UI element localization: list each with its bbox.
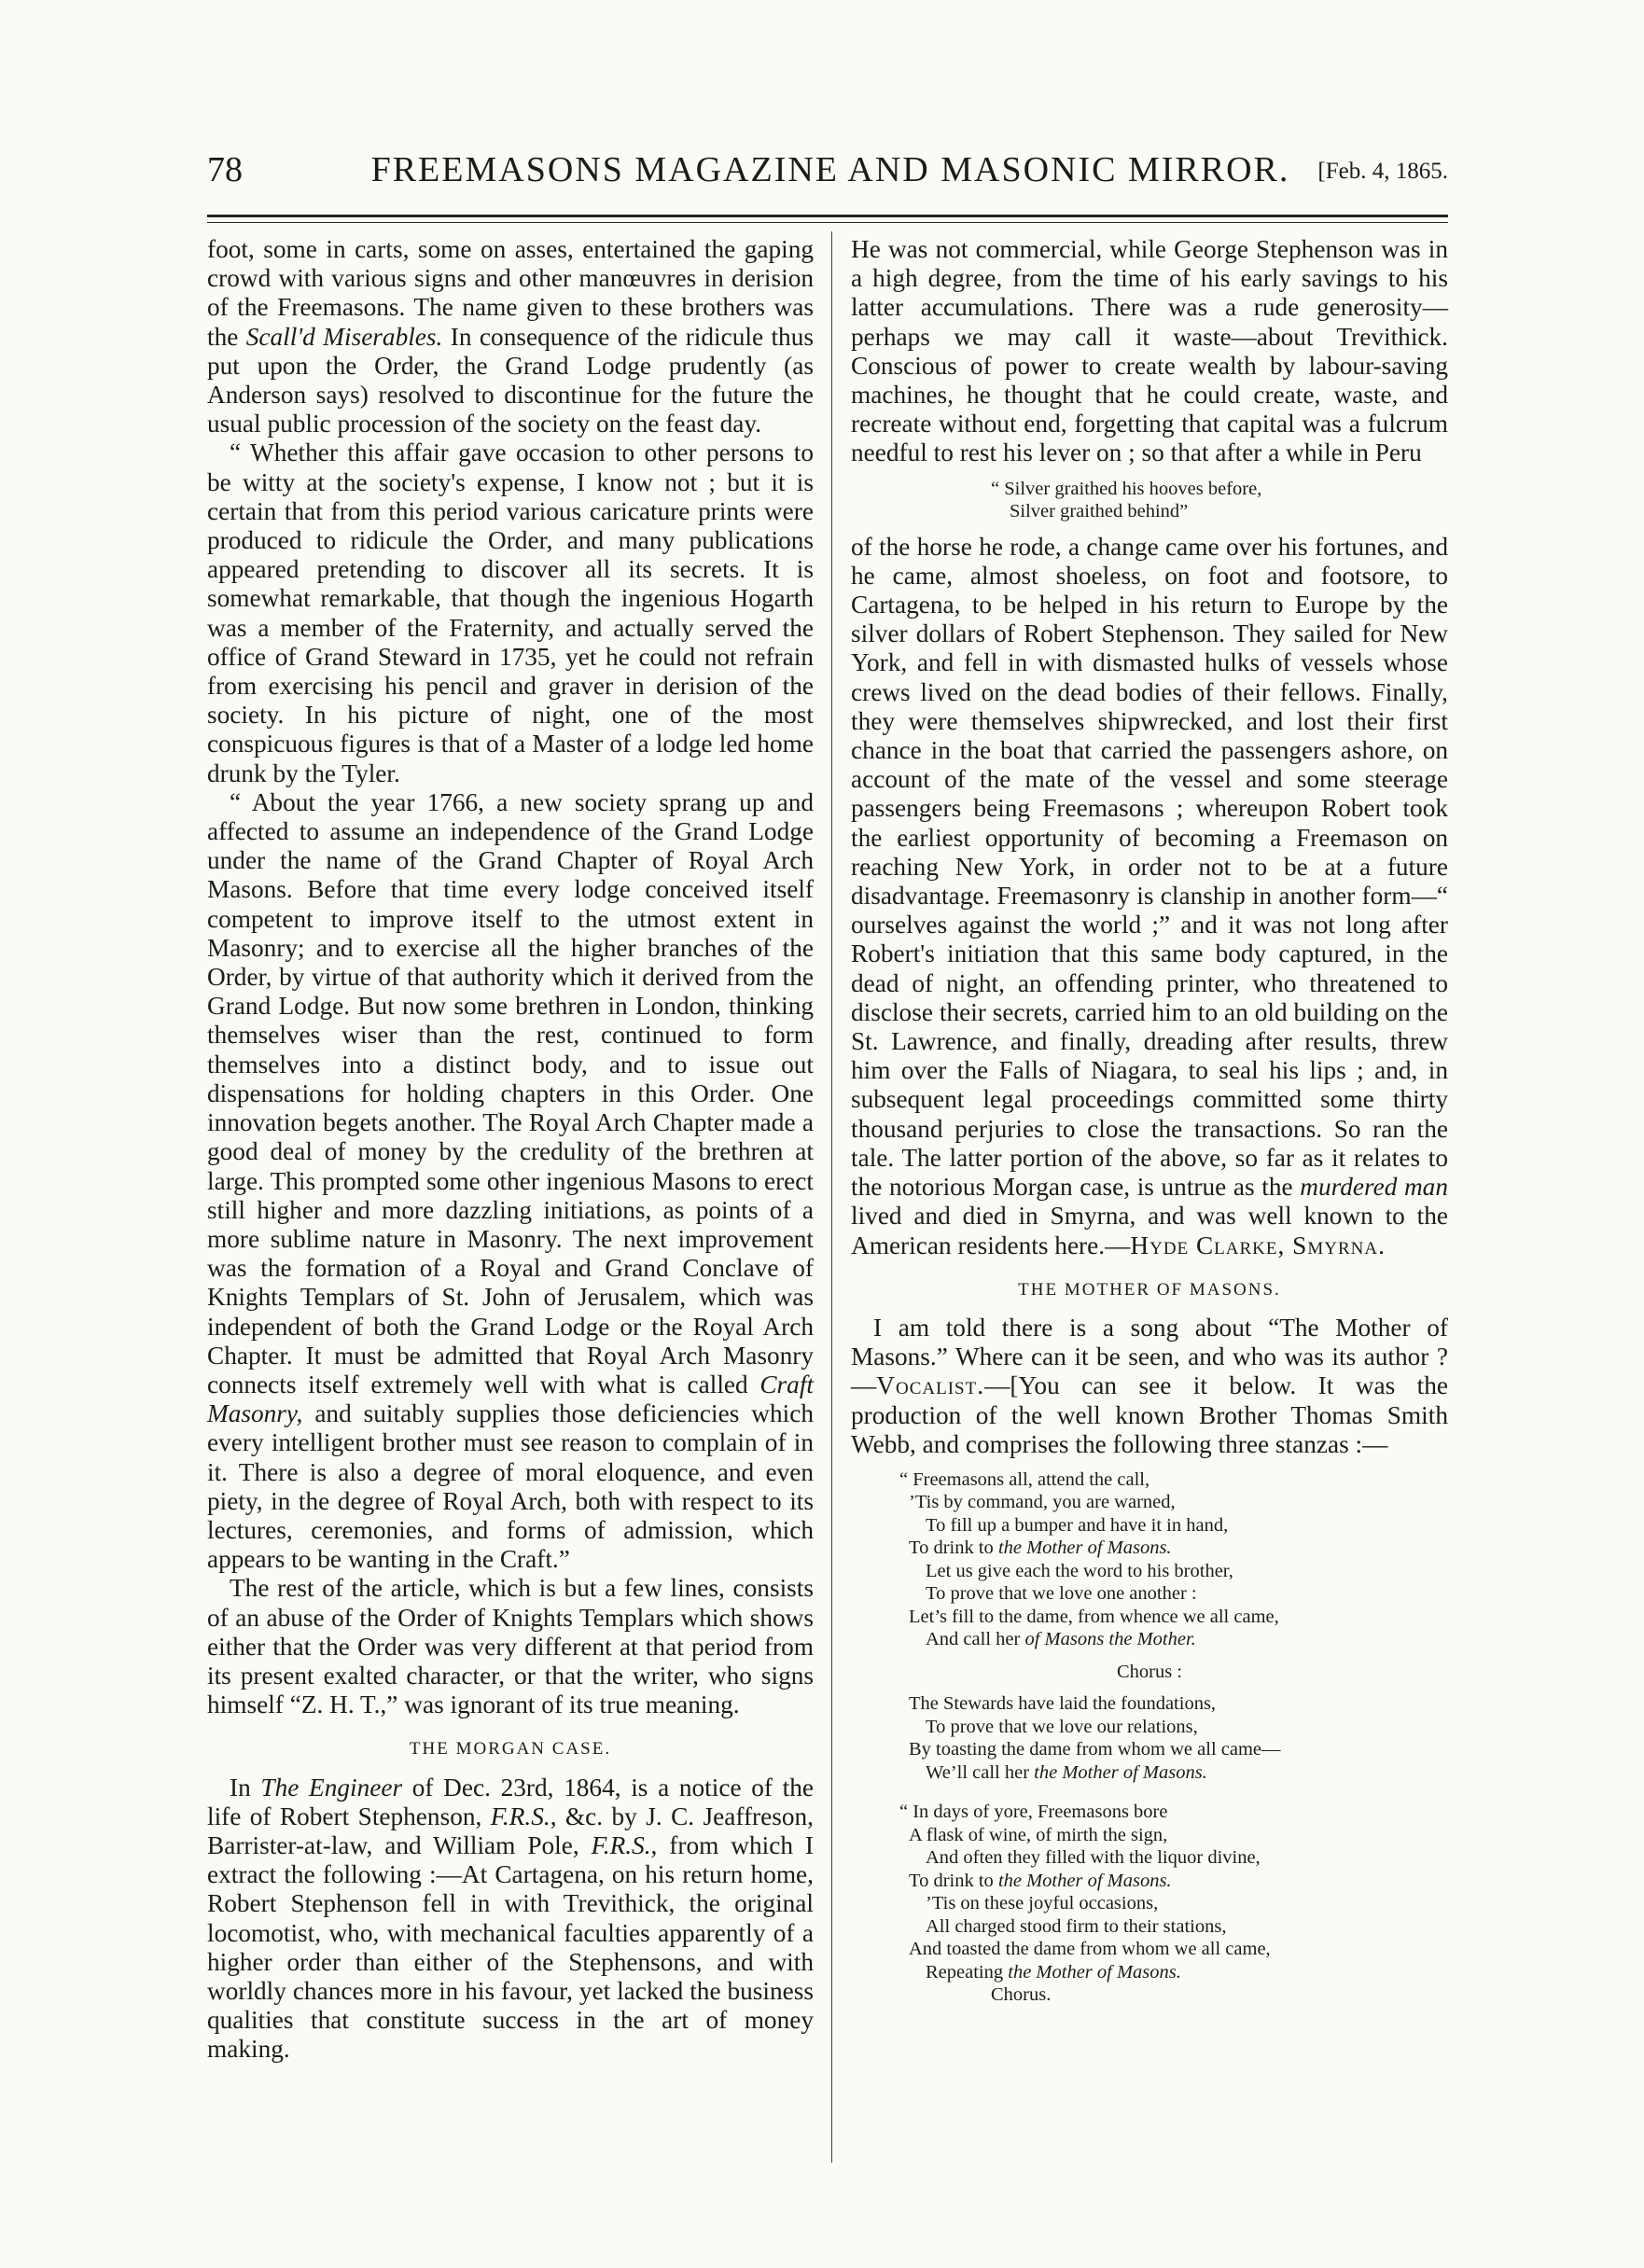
header-rule-thick <box>207 215 1448 217</box>
song-stanza-2: “ In days of yore, Freemasons bore A flask of wine, of mirth the sign, And often they filled with the liquor divine, To drink to the Mother of Masons. ’Tis on these joyful occasions, All charged stood firm to their stations, And toasted the dame from whom we all came, Repeating the Mother of Masons. Chorus. <box>899 1802 1271 2006</box>
left-column <box>207 235 814 2065</box>
chorus: The Stewards have laid the foundations, To prove that we love our relations, By toasting the dame from whom we all came— We’ll call her the Mother of Masons. <box>909 1693 1281 1783</box>
magazine-title: FREEMASONS MAGAZINE AND MASONIC MIRROR. <box>370 150 1290 189</box>
song-stanza-1: “ Freemasons all, attend the call, ’Tis by command, you are warned, To fill up a bumper and have it in hand, To drink to the Mother of Masons. Let us give each the word to his brother, To prove that we love one another : Let’s fill to the dame, from whence we all came, And call her of Masons the Mother. <box>899 1468 1279 1650</box>
section-heading-mother-of-masons: THE MOTHER OF MASONS. <box>1018 1279 1281 1300</box>
issue-date: [Feb. 4, 1865. <box>1317 159 1448 184</box>
chorus-label: Chorus : <box>1116 1661 1183 1682</box>
column-divider <box>831 231 832 2163</box>
paragraph: “ Whether this affair gave occasion to other persons to be witty at the society's expense, I know not ; but it is certain that from this period various caricature prints were produced to ridicule the Order, and many publications appeared pretending to discover all its secrets. It is somewhat remarkable, that though the ingenious Hogarth was a member of the Fraternity, and actually served the office of Grand Steward in 1735, yet he could not refrain from exercising his pencil and graver in derision of the society. In his picture of night, one of the most conspicuous figures is that of a Master of a lodge led home drunk by the Tyler. <box>207 438 814 787</box>
paragraph: “ About the year 1766, a new society sprang up and affected to assume an independence of the Grand Lodge under the name of the Grand Chapter of Royal Arch Masons. Before that time every lodge conceived itself competent to improve itself to the utmost extent in Masonry; and to exercise all the higher branches of the Order, by virtue of that authority which it derived from the Grand Lodge. But now some brethren in London, thinking themselves wiser than the rest, continued to form themselves into a distinct body, and to issue out dispensations for holding chapters in this Order. One innovation begets another. The Royal Arch Chapter made a good deal of money by the credulity of the brethren at large. This prompted some other ingenious Masons to erect still higher and more dazzling initiations, as points of a more sublime nature in Masonry. The next improvement was the formation of a Royal and Grand Conclave of Knights Templars of St. John of Jerusalem, which was independent of both the Grand Lodge or the Royal Arch Chapter. It must be admitted that Royal Arch Masonry connects itself extremely well with what is called Craft Masonry, and suitably supplies those deficiencies which every intelligent brother must see reason to complain of in it. There is also a degree of moral eloquence, and even piety, in the degree of Royal Arch, both with respect to its lectures, ceremonies, and forms of admission, which appears to be wanting in the Craft.” <box>207 787 814 1574</box>
paragraph: of the horse he rode, a change came over his fortunes, and he came, almost shoeless, on foot and footsore, to Cartagena, to be helped in his return to Europe by the silver dollars of Robert Stephenson. They sailed for New York, and fell in with dismasted hulks of vessels whose crews lived on the dead bodies of their fellows. Finally, they were themselves shipwrecked, and lost their first chance in the boat that carried the passengers ashore, on account of the mate of the vessel and some steerage passengers being Freemasons ; whereupon Robert took the earliest opportunity of becoming a Freemason on reaching New York, in order not to be at a future disadvantage. Freemasonry is clanship in another form—“ ourselves against the world ;” and it was not long after Robert's initiation that this same body captured, in the dead of night, an offending printer, who threatened to disclose their secrets, carried him to an old building on the St. Lawrence, and finally, dreading after results, threw him over the Falls of Niagara, to seal his lips ; and, in subsequent legal proceedings committed some thirty thousand perjuries to close the transactions. So ran the tale. The latter portion of the above, so far as it relates to the notorious Morgan case, is untrue as the murdered man lived and died in Smyrna, and was well known to the American residents here.—Hyde Clarke, Smyrna. <box>851 532 1448 1259</box>
section-heading-morgan-case: THE MORGAN CASE. <box>409 1739 612 1760</box>
paragraph: In The Engineer of Dec. 23rd, 1864, is a notice of the life of Robert Stephenson, F.R.S., &c. by J. C. Jeaffreson, Barrister-at-law, and William Pole, F.R.S., from which I extract the following :—At Cartagena, on his return home, Robert Stephenson fell in with Trevithick, the original locomotist, who, with mechanical faculties apparently of a higher order than either of the Stephensons, and with worldly chances more in his favour, yet lacked the business qualities that constitute success in the art of money making. <box>207 1773 814 2064</box>
paragraph: foot, some in carts, some on asses, entertained the gaping crowd with various signs and other manœuvres in derision of the Freemasons. The name given to these brothers was the Scall'd Miserables. In consequence of the ridicule thus put upon the Order, the Grand Lodge prudently (as Anderson says) resolved to discontinue for the future the usual public procession of the society on the feast day. <box>207 235 814 438</box>
right-column <box>851 235 1448 2016</box>
paragraph: The rest of the article, which is but a few lines, consists of an abuse of the Order of Knights Templars which shows either that the Order was very different at that period from its present exalted character, or that the writer, who signs himself “Z. H. T.,” was ignorant of its true meaning. <box>207 1574 814 1719</box>
quoted-verse: “ Silver graithed his hooves before, Silver graithed behind” <box>991 478 1262 522</box>
page-number: 78 <box>207 150 243 189</box>
header-rule-thin <box>207 222 1448 223</box>
paragraph: I am told there is a song about “The Mother of Masons.” Where can it be seen, and who was its author ?—Vocalist.—[You can see it below. It was the production of the well known Brother Thomas Smith Webb, and comprises the following three stanzas :— <box>851 1313 1448 1458</box>
paragraph: He was not commercial, while George Stephenson was in a high degree, from the time of his early savings to his latter accumulations. There was a rude generosity—perhaps we may call it waste—about Trevithick. Conscious of power to create wealth by labour-saving machines, he thought that he could create, waste, and recreate without end, forgetting that capital was a fulcrum needful to rest his lever on ; so that after a while in Peru <box>851 235 1448 467</box>
masthead <box>207 149 1448 205</box>
